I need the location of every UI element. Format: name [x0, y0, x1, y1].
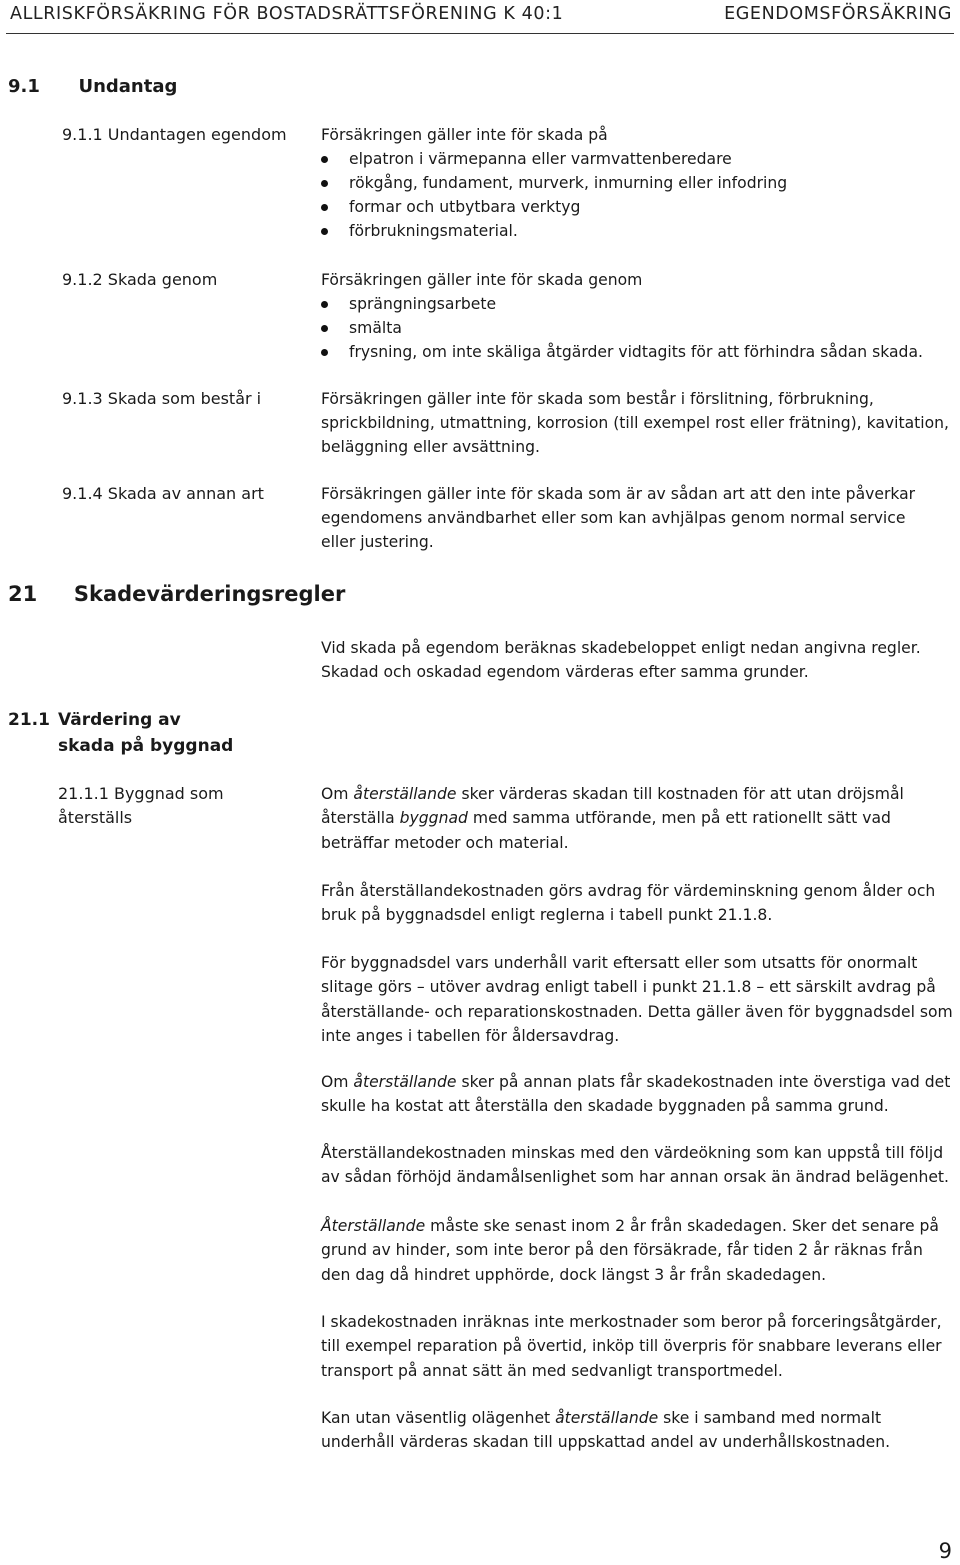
section-number: 21.1: [8, 710, 50, 730]
paragraph-5: Återställandekostnaden minskas med den värdeökning som kan uppstå till följd av sådan förhöjd ändamålsenlighet som har annan orsak än ändrad belägenhet.: [321, 1144, 949, 1187]
term-restoration: återställande: [555, 1409, 659, 1427]
list-item: frysning, om inte skäliga åtgärder vidtagits för att förhindra sådan skada.: [321, 340, 951, 364]
list-item: elpatron i värmepanna eller varmvattenberedare: [321, 147, 951, 171]
term-restoration: Återställande: [321, 1217, 426, 1235]
item-9-1-4-label: 9.1.4 Skada av annan art: [62, 484, 264, 503]
chapter-number: 21: [8, 582, 38, 606]
item-9-1-1-intro: Försäkringen gäller inte för skada på: [321, 126, 608, 144]
chapter-21-heading: [8, 582, 345, 606]
bullet-icon: [321, 204, 328, 211]
header-rule: [6, 33, 954, 34]
list-item: förbrukningsmaterial.: [321, 219, 951, 243]
item-9-1-3-text: Försäkringen gäller inte för skada som består i förslitning, förbrukning, sprickbildning, utmattning, korrosion (till exempel rost eller frätning), kavitation, beläggning eller avsättning.: [321, 390, 949, 456]
bullet-icon: [321, 228, 328, 235]
bullet-icon: [321, 156, 328, 163]
paragraph-7: I skadekostnaden inräknas inte merkostnader som beror på forceringsåtgärder, till exempel reparation på övertid, inköp till överpris för snabbare leverans eller transport på annat sätt än med sedvanligt transportmedel.: [321, 1313, 942, 1380]
section-title: Undantag: [78, 76, 178, 97]
item-9-1-4-text: Försäkringen gäller inte för skada som är av sådan art att den inte påverkar egendomens användbarhet eller som kan avhjälpas genom normal service eller justering.: [321, 485, 916, 551]
list-item: sprängningsarbete: [321, 292, 951, 316]
section-number: 9.1: [8, 76, 40, 97]
page-number: 9: [938, 1539, 952, 1563]
running-header-title: ALLRISKFÖRSÄKRING FÖR BOSTADSRÄTTSFÖRENING K 40:1: [10, 4, 564, 24]
list-item: rökgång, fundament, murverk, inmurning eller infodring: [321, 171, 951, 195]
paragraph-1: Om återställande sker värderas skadan till kostnaden för att utan dröjsmål återställa byggnad med samma utförande, men på ett rationellt sätt vad beträffar metoder och material.: [321, 785, 904, 852]
bullet-icon: [321, 325, 328, 332]
item-9-1-2-list: [321, 292, 951, 364]
bullet-icon: [321, 301, 328, 308]
item-9-1-2-intro: Försäkringen gäller inte för skada genom: [321, 271, 643, 289]
item-9-1-3-label: 9.1.3 Skada som består i: [62, 389, 262, 408]
item-9-1-1-list: [321, 147, 951, 243]
paragraph-8: Kan utan väsentlig olägenhet återställande ske i samband med normalt underhåll värderas skadan till uppskattad andel av underhållskostnaden.: [321, 1409, 891, 1452]
paragraph-4: Om återställande sker på annan plats får skadekostnaden inte överstiga vad det skulle ha kostat att återställa den skadade byggnaden på samma grund.: [321, 1073, 951, 1116]
item-9-1-1-label: 9.1.1 Undantagen egendom: [62, 125, 287, 144]
item-21-1-1-label: 21.1.1 Byggnad som återställs: [58, 784, 224, 827]
list-item: smälta: [321, 316, 951, 340]
paragraph-2: Från återställandekostnaden görs avdrag för värdeminskning genom ålder och bruk på byggnadsdel enligt reglerna i tabell punkt 21.1.8.: [321, 882, 936, 925]
chapter-21-intro: Vid skada på egendom beräknas skadebeloppet enligt nedan angivna regler. Skadad och oskadad egendom värderas efter samma grunder.: [321, 639, 921, 682]
term-building: byggnad: [399, 809, 468, 828]
bullet-icon: [321, 349, 328, 356]
paragraph-3: För byggnadsdel vars underhåll varit eftersatt eller som utsatts för onormalt slitage görs – utöver avdrag enligt tabell i punkt 21.1.8 – ett särskilt avdrag på återställande- och reparationskostnaden. Detta gäller även för byggnadsdel som inte anges i tabellen för åldersavdrag.: [321, 954, 953, 1045]
chapter-title: Skadevärderingsregler: [73, 582, 346, 606]
paragraph-6: Återställande måste ske senast inom 2 år från skadedagen. Sker det senare på grund av hinder, som inte beror på den försäkrade, får tiden 2 år räknas från den dag då hindret upphörde, dock längst 3 år från skadedagen.: [321, 1217, 939, 1284]
section-21-1-heading: [8, 707, 238, 759]
item-9-1-2-body: [321, 268, 951, 364]
bullet-icon: [321, 180, 328, 187]
section-9-1-heading: [8, 76, 177, 97]
term-restoration: återställande: [353, 785, 457, 803]
list-item: formar och utbytbara verktyg: [321, 195, 951, 219]
term-restoration: återställande: [353, 1073, 457, 1091]
item-9-1-1-body: [321, 123, 951, 243]
section-title: Värdering av skada på byggnad: [58, 710, 234, 756]
item-9-1-2-label: 9.1.2 Skada genom: [62, 270, 218, 289]
running-header-section: EGENDOMSFÖRSÄKRING: [724, 4, 952, 24]
